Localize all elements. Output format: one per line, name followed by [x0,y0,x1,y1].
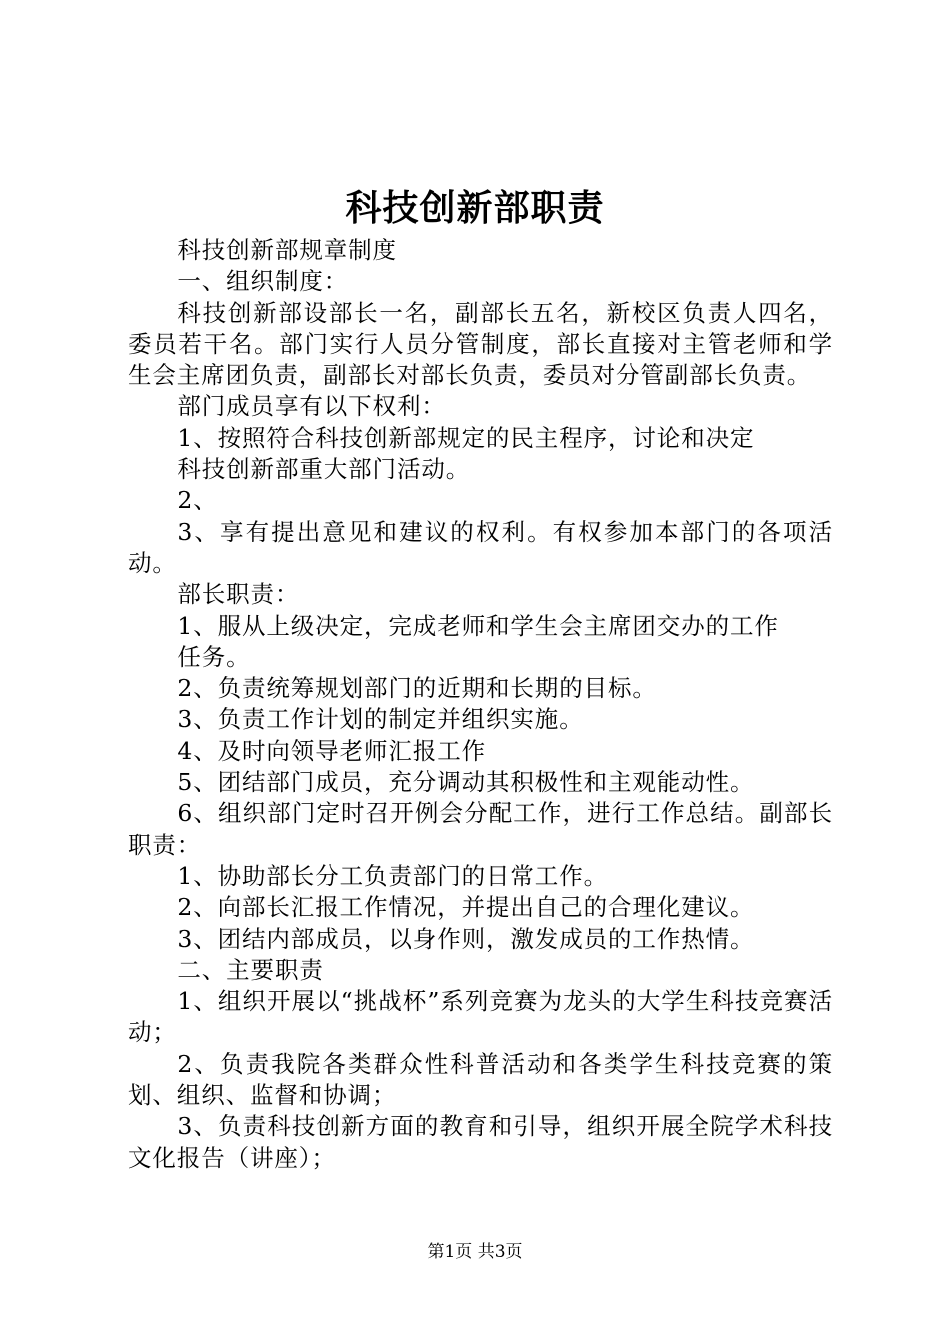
list-item: 2、 [177,486,218,515]
list-item: 4、及时向领导老师汇报工作 [177,736,486,765]
paragraph: 部门成员享有以下权利： [177,392,446,421]
list-item: 1、按照符合科技创新部规定的民主程序，讨论和决定 [177,423,755,452]
paragraph: 科技创新部设部长一名，副部长五名，新校区负责人四名，委员若干名。部门实行人员分管制度，部长直接对主管老师和学生会主席团负责，副部长对部长负责，委员对分管副部长负责。 [128,298,833,390]
list-item: 2、负责我院各类群众性科普活动和各类学生科技竞赛的策划、组织、监督和协调； [128,1049,833,1110]
list-item: 3、负责工作计划的制定并组织实施。 [177,705,584,734]
list-item: 6、组织部门定时召开例会分配工作，进行工作总结。副部长职责： [128,799,833,859]
page-footer: 第1页 共3页 [427,1242,523,1262]
list-item: 1、协助部长分工负责部门的日常工作。 [177,861,608,890]
list-item: 3、负责科技创新方面的教育和引导，组织开展全院学术科技文化报告（讲座）； [128,1112,833,1172]
document-body [128,235,833,1174]
list-item: 2、负责统筹规划部门的近期和长期的目标。 [177,674,657,703]
section-heading: 一、组织制度： [177,267,349,296]
section-heading: 二、主要职责 [177,955,324,984]
list-item: 3、团结内部成员，以身作则，激发成员的工作热情。 [177,924,755,953]
section-heading: 部长职责： [177,580,300,609]
list-item-continuation: 任务。 [177,642,251,671]
list-item: 1、组织开展以“挑战杯”系列竞赛为龙头的大学生科技竞赛活动； [128,987,833,1047]
list-item: 2、向部长汇报工作情况，并提出自己的合理化建议。 [177,893,755,922]
list-item: 1、服从上级决定，完成老师和学生会主席团交办的工作 [177,611,779,640]
list-item: 3、享有提出意见和建议的权利。有权参加本部门的各项活动。 [128,517,833,577]
document-title: 科技创新部职责 [345,187,605,229]
paragraph: 科技创新部规章制度 [177,236,397,264]
list-item: 5、团结部门成员，充分调动其积极性和主观能动性。 [177,768,755,797]
list-item-continuation: 科技创新部重大部门活动。 [177,455,471,484]
